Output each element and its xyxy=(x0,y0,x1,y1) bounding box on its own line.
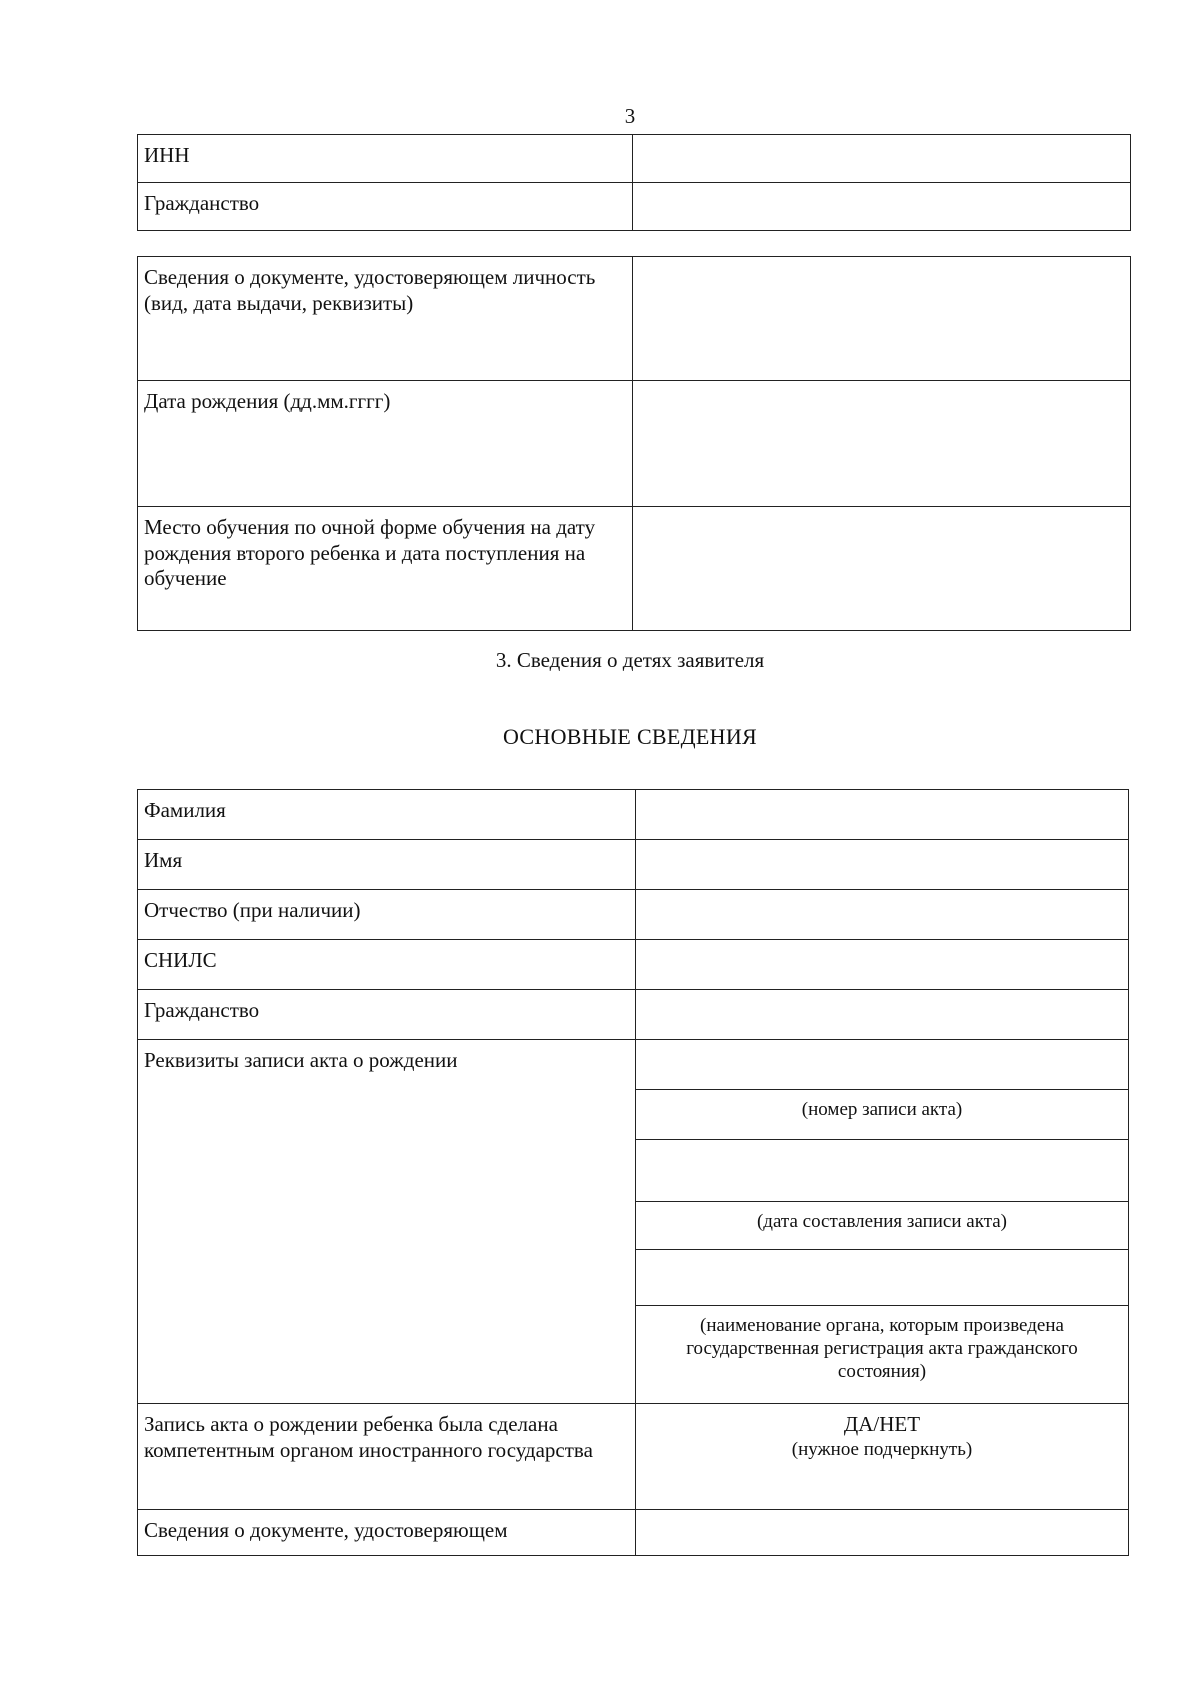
record-date-field[interactable] xyxy=(636,1140,1129,1202)
child-citizenship-field[interactable] xyxy=(636,990,1129,1040)
birth-date-field[interactable] xyxy=(633,381,1131,507)
patronymic-field[interactable] xyxy=(636,890,1129,940)
snils-field[interactable] xyxy=(636,940,1129,990)
study-place-field[interactable] xyxy=(633,507,1131,631)
table-row xyxy=(138,507,1131,631)
first-name-field[interactable] xyxy=(636,840,1129,890)
children-main-table xyxy=(137,789,1129,1556)
child-citizenship-label: Гражданство xyxy=(138,990,636,1040)
foreign-record-answer[interactable] xyxy=(636,1404,1129,1510)
identity-document-field[interactable] xyxy=(633,257,1131,381)
record-number-hint: (номер записи акта) xyxy=(636,1090,1129,1140)
table-row xyxy=(138,1040,1129,1090)
registration-authority-field[interactable] xyxy=(636,1250,1129,1306)
table-row xyxy=(138,183,1131,231)
first-name-label: Имя xyxy=(138,840,636,890)
foreign-record-label: Запись акта о рождении ребенка была сделана компетентным органом иностранного государства xyxy=(138,1404,636,1510)
section-title: ОСНОВНЫЕ СВЕДЕНИЯ xyxy=(502,724,758,749)
table-row xyxy=(138,381,1131,507)
yes-no-note: (нужное подчеркнуть) xyxy=(791,1438,973,1460)
table-row xyxy=(138,840,1129,890)
child-identity-document-label: Сведения о документе, удостоверяющем xyxy=(138,1510,636,1556)
registration-authority-hint: (наименование органа, которым произведена государственная регистрация акта гражданского состояния) xyxy=(636,1306,1129,1404)
table-row xyxy=(138,257,1131,381)
table-row xyxy=(138,1404,1129,1510)
section-heading: 3. Сведения о детях заявителя xyxy=(495,648,765,672)
table-row xyxy=(138,890,1129,940)
identity-document-label: Сведения о документе, удостоверяющем личность (вид, дата выдачи, реквизиты) xyxy=(138,257,633,381)
yes-no-option[interactable]: ДА/НЕТ xyxy=(843,1412,921,1436)
table-row xyxy=(138,990,1129,1040)
record-date-hint: (дата составления записи акта) xyxy=(636,1202,1129,1250)
birth-date-label: Дата рождения (дд.мм.гггг) xyxy=(138,381,633,507)
snils-label: СНИЛС xyxy=(138,940,636,990)
patronymic-label: Отчество (при наличии) xyxy=(138,890,636,940)
surname-label: Фамилия xyxy=(138,790,636,840)
inn-label: ИНН xyxy=(138,135,633,183)
birth-record-label: Реквизиты записи акта о рождении xyxy=(138,1040,636,1404)
page-number: 3 xyxy=(624,104,636,128)
surname-field[interactable] xyxy=(636,790,1129,840)
record-number-field[interactable] xyxy=(636,1040,1129,1090)
citizenship-field[interactable] xyxy=(633,183,1131,231)
applicant-table-top xyxy=(137,134,1131,231)
study-place-label: Место обучения по очной форме обучения на дату рождения второго ребенка и дата поступления на обучение xyxy=(138,507,633,631)
child-identity-document-field[interactable] xyxy=(636,1510,1129,1556)
citizenship-label: Гражданство xyxy=(138,183,633,231)
table-row xyxy=(138,135,1131,183)
table-row xyxy=(138,940,1129,990)
applicant-table-details xyxy=(137,256,1131,631)
table-row xyxy=(138,790,1129,840)
table-row xyxy=(138,1510,1129,1556)
inn-field[interactable] xyxy=(633,135,1131,183)
